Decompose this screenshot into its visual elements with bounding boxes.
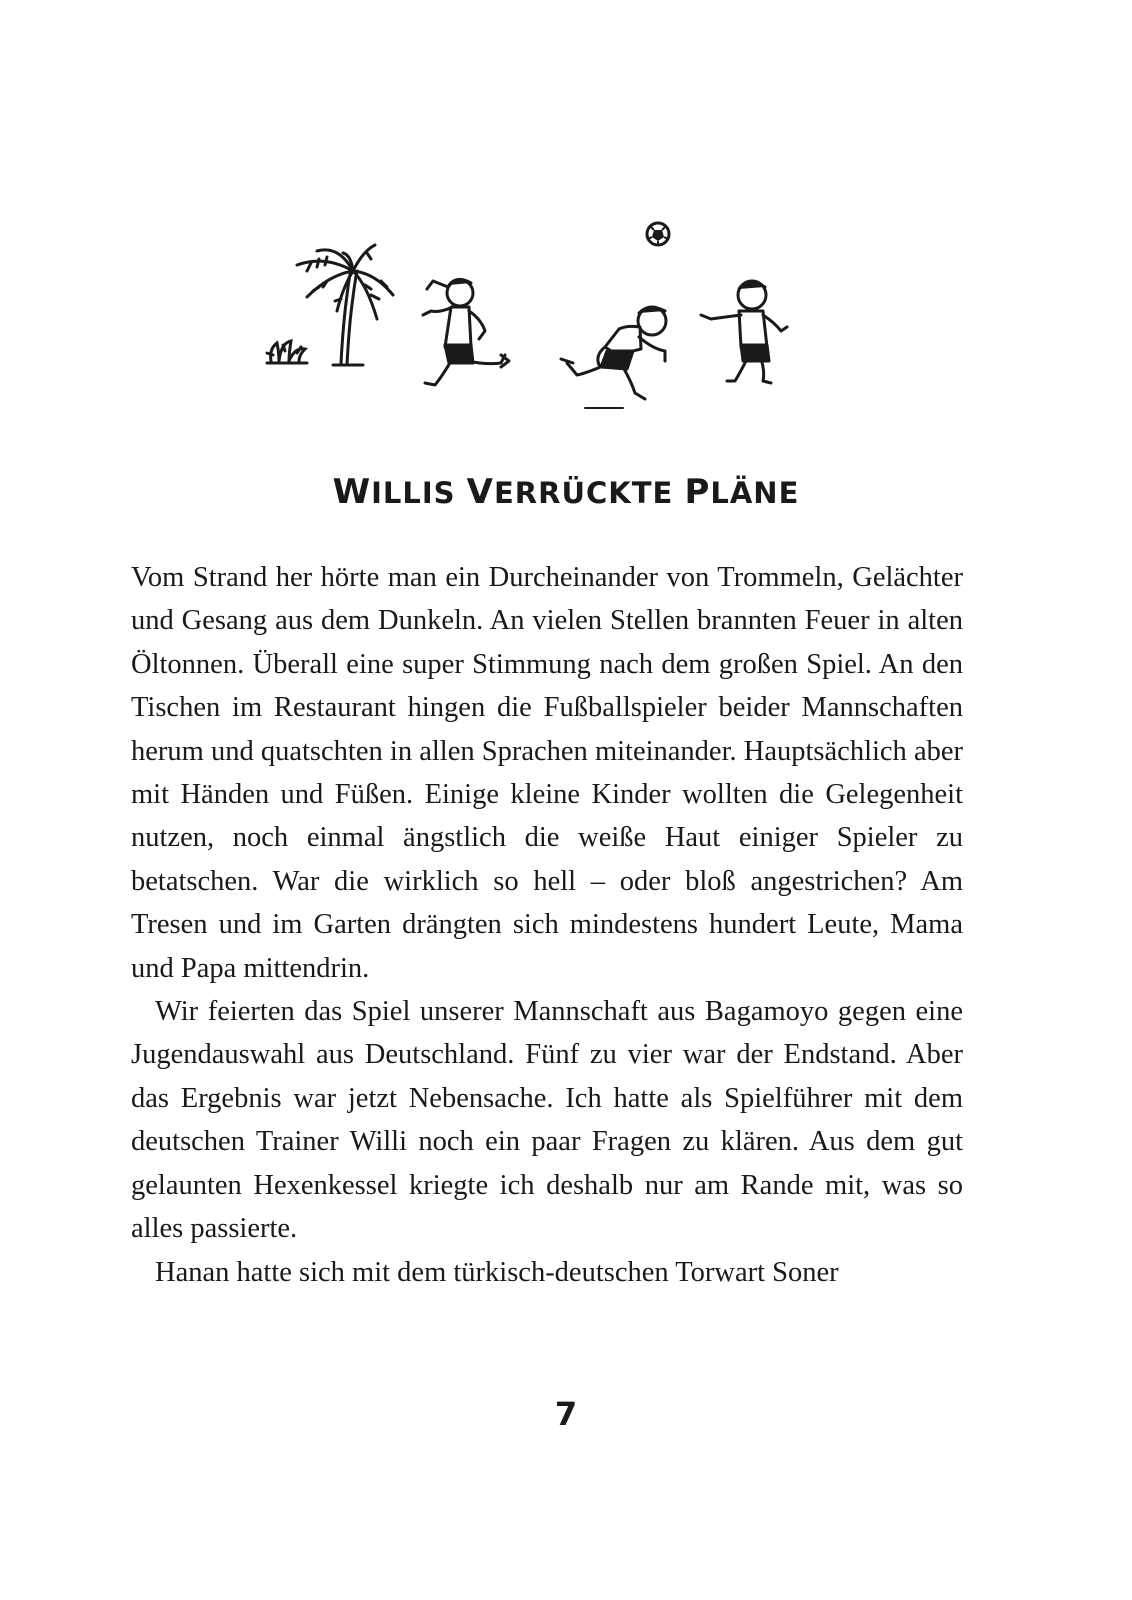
chapter-title-part: LÄNE xyxy=(710,476,800,510)
page-number: 7 xyxy=(554,1395,578,1433)
chapter-illustration xyxy=(255,215,815,420)
paragraph: Wir feierten das Spiel unserer Mannschaft aus Bagamoyo gegen eine Jugendauswahl aus Deutschland. Fünf zu vier war der Endstand. Aber das Ergebnis war jetzt Nebensache. Ich hatte als Spielführer mit dem deutschen Trainer Willi noch ein paar Fragen zu klären. Aus dem gut gelaunten Hexenkessel kriegte ich deshalb nur am Rande mit, was so alles passierte. xyxy=(131,996,963,1245)
player-standing-drawing xyxy=(701,281,787,383)
paragraph: Vom Strand her hörte man ein Durcheinander von Trommeln, Gelächter und Gesang aus dem Dunkeln. An vielen Stellen brannten Feuer in alten Öltonnen. Überall eine super Stimmung nach dem großen Spiel. An den Tischen im Restaurant hingen die Fußballspieler beider Mannschaften herum und quatschten in allen Sprachen miteinander. Hauptsächlich aber mit Händen und Füßen. Einige kleine Kinder wollten die Gelegenheit nutzen, noch einmal ängstlich die weiße Haut einiger Spieler zu betatschen. War die wirklich so hell – oder bloß angestrichen? Am Tresen und im Garten drängten sich mindestens hundert Leute, Mama und Papa mittendrin. xyxy=(131,562,963,984)
player-kicking-drawing xyxy=(423,279,509,385)
chapter-title-part: V xyxy=(466,472,494,512)
chapter-title-part: P xyxy=(684,472,711,512)
bush-drawing xyxy=(267,341,307,363)
chapter-title-part: W xyxy=(332,472,372,512)
player-running-drawing xyxy=(561,307,666,408)
chapter-title-part: ILLIS xyxy=(371,476,467,510)
paragraph: Hanan hatte sich mit dem türkisch-deutschen Torwart Soner xyxy=(155,1256,839,1288)
palm-tree-drawing xyxy=(297,245,393,365)
football-drawing xyxy=(647,223,669,245)
chapter-body xyxy=(131,556,963,1294)
chapter-title-part: ERRÜCKTE xyxy=(493,476,685,510)
chapter-title xyxy=(0,472,1132,513)
